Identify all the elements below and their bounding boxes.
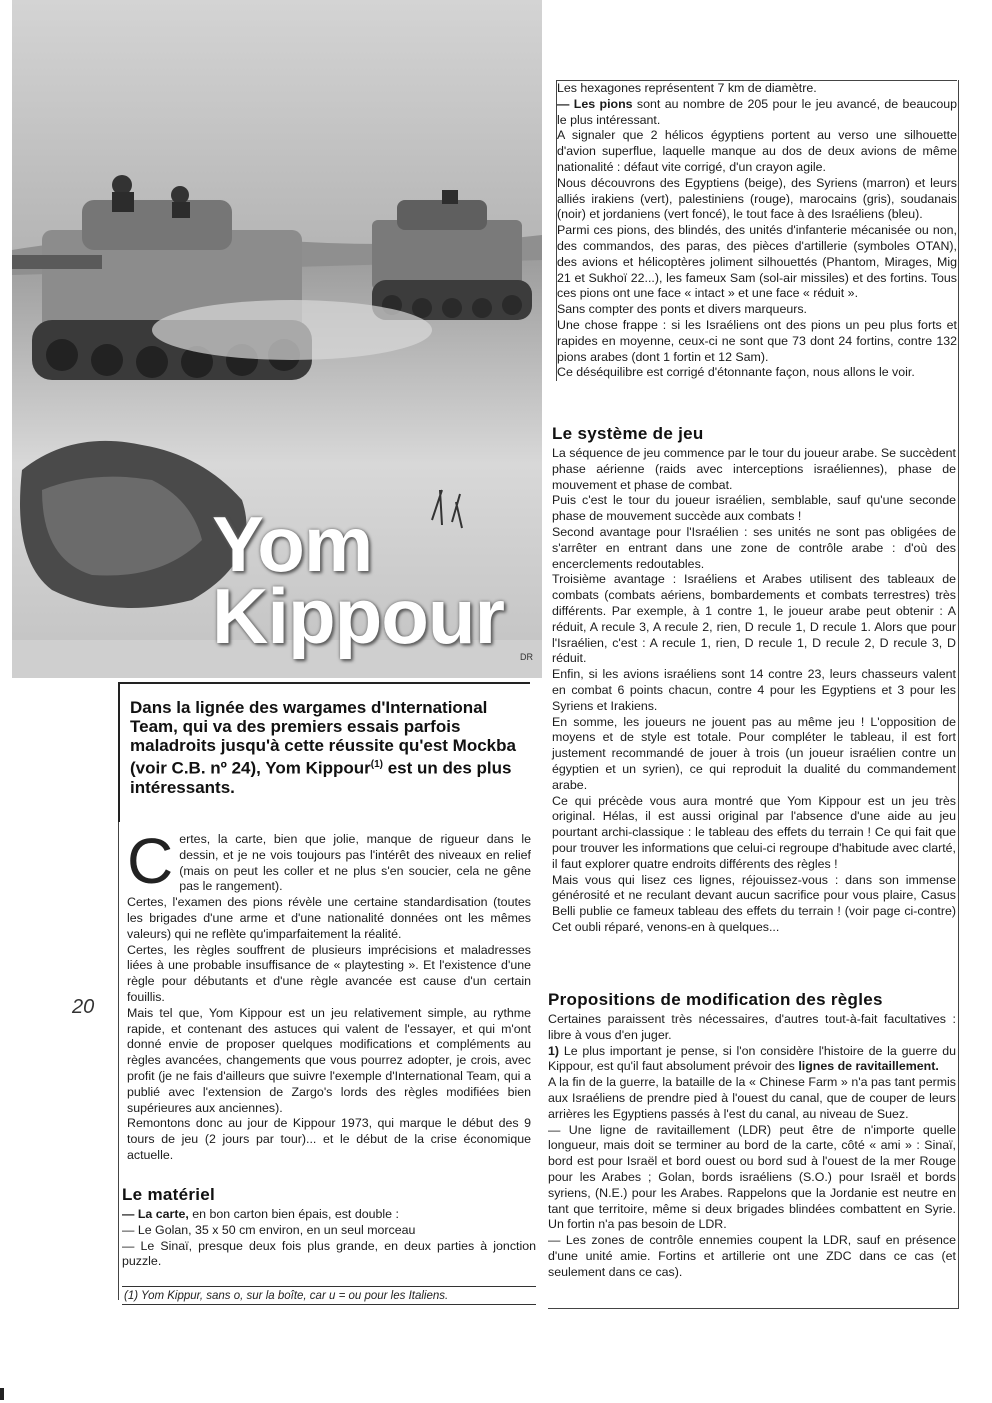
section-heading-propositions: Propositions de modification des règles bbox=[548, 990, 883, 1009]
paragraph: Ce déséquilibre est corrigé d'étonnante façon, nous allons le voir. bbox=[557, 365, 915, 380]
paragraph: En somme, les joueurs ne jouent pas au même jeu ! L'opposition de moyens et de style est totale. Pour compléter le tableau, il est fort justement recommandé de jouer à trois (un joueur israélien contre un égyptien et un syrien), ce qui reproduit la dualité du commandement arabe. bbox=[552, 714, 956, 792]
section-heading-materiel: Le matériel bbox=[122, 1185, 216, 1204]
drop-cap: C bbox=[127, 825, 174, 897]
propositions-section bbox=[548, 990, 956, 1281]
paragraph: Parmi ces pions, des blindés, des unités d'infanterie mécanisée ou non, des commandos, des paras, des pièces d'artillerie (symboles OTAN), des avions et hélicoptères joliment silhouettés (Phantom, Mirages, Mig 21 et Sukhoï 22...), les fameux Sam (sol-air missiles) et des fortins. Tous ces pions ont une face « intact » et une face « réduit ». bbox=[557, 223, 957, 301]
paragraph: A la fin de la guerre, la bataille de la « Chinese Farm » n'a pas tant permis aux Israéliens de prendre pied à l'ouest du canal, que de couper de leurs arrières les Egyptiens passés à l'est du canal, au niveau de Suez. bbox=[548, 1075, 956, 1121]
paragraph: — Le Golan, 35 x 50 cm environ, en un seul morceau bbox=[122, 1222, 416, 1237]
systeme-section bbox=[552, 424, 956, 936]
lead-text: Dans la lignée des wargames d'International Team, qui va des premiers essais parfois maladroits jusqu'à cette réussite qu'est Mockba (voir C.B. nº 24), Yom Kippour bbox=[130, 698, 516, 778]
paragraph: A signaler que 2 hélicos égyptiens portent au verso une silhouette d'avion superflue, laquelle manque au dos de deux avions de même nationalité : défaut vite corrigé, d'un crayon agile. bbox=[557, 128, 957, 174]
paragraph: Sans compter des ponts et divers marqueurs. bbox=[557, 302, 807, 317]
article-photo bbox=[12, 0, 542, 678]
right-column-rule bbox=[958, 80, 959, 1308]
section-heading-systeme: Le système de jeu bbox=[552, 424, 704, 443]
photo-title bbox=[212, 500, 504, 660]
paragraph: — Le Sinaï, presque deux fois plus grande, en deux parties à jonction puzzle. bbox=[122, 1238, 536, 1269]
left-column-rule bbox=[118, 822, 119, 1300]
paragraph: Certes, les règles souffrent de plusieurs imprécisions et maladresses liées à une probable insuffisance de « playtesting ». Et l'existence d'une règle pour débutants et d'une règle avancée est cause d'un certain fouillis. bbox=[127, 942, 531, 1004]
paragraph: Les hexagones représentent 7 km de diamètre. bbox=[557, 81, 817, 95]
paragraph: sont au nombre de 205 pour le jeu avancé, de beaucoup le plus intéressant. bbox=[557, 96, 957, 127]
paragraph: Le plus important je pense, si l'on considère l'histoire de la guerre du Kippour, est qu'il faut absolument prévoir des bbox=[548, 1043, 956, 1074]
bold-term: lignes de ravitaillement. bbox=[798, 1059, 939, 1074]
bold-lead: 1) bbox=[548, 1043, 560, 1058]
right-column-top bbox=[556, 80, 957, 381]
paragraph: Certaines paraissent très nécessaires, d'autres tout-à-fait facultatives : libre à vous d'en juger. bbox=[548, 1012, 956, 1042]
page-number: 20 bbox=[72, 996, 95, 1018]
paragraph: Une chose frappe : si les Israéliens ont des pions un peu plus forts et rapides en moyenne, ceux-ci ne sont que 73 dont 24 fortins, contre 132 pions arabes (dont 1 fortin et 12 Sam). bbox=[557, 317, 957, 364]
lead-text-end: est un des plus intéressants. bbox=[130, 758, 512, 797]
paragraph: Enfin, si les avions israéliens sont 14 contre 23, leurs chasseurs valent en combat 6 points chacun, contre 4 pour les Egyptiens et 3 pour les Syriens et Irakiens. bbox=[552, 667, 956, 713]
paragraph: La séquence de jeu commence par le tour du joueur arabe. Se succèdent phase aérienne (raids avec interceptions israéliennes), phase de mouvement et phase de combat. bbox=[552, 446, 956, 492]
paragraph: ertes, la carte, bien que jolie, manque de rigueur dans le dessin, et je ne vois toujours pas l'intérêt des niveaux en relief (mais on peut les coller et ne plus s'en soucier, cela ne gêne pas le rangement). bbox=[179, 832, 531, 894]
bold-lead: — La carte, bbox=[122, 1207, 189, 1221]
photo-credit: DR bbox=[520, 652, 533, 662]
bottom-rule bbox=[548, 1308, 959, 1309]
paragraph: Ce qui précède vous aura montré que Yom Kippour est un jeu très original. Hélas, il est aussi original par l'absence d'une aide au jeu pourtant archi-classique : le tableau des effets du terrain ! Ce qui fait que pour trouver les informations que celui-ci regroupe d'habitude avec clarté, il faut explorer quatre endroits différents des règles ! bbox=[552, 793, 956, 871]
lead-paragraph bbox=[118, 682, 530, 822]
paragraph: Nous découvrons des Egyptiens (beige), des Syriens (marron) et leurs alliés irakiens (vert), palestiniens (rouge), marocains (gris), soudanais (noir) et jordaniens (vert foncé), le tout face à des Israéliens (bleu). bbox=[557, 175, 957, 222]
bold-lead: — Les pions bbox=[557, 96, 633, 111]
paragraph: Puis c'est le tour du joueur israélien, semblable, sauf qu'une seconde phase de mouvement succède aux combats ! bbox=[552, 493, 956, 524]
paragraph: — Une ligne de ravitaillement (LDR) peut être de n'importe quelle longueur, mais doit se terminer au bord de la carte, côté « ami » : Sinaï, bord est pour Israël et bord ouest ou bord sud à l'ouest de la mer Rouge pour les Arabes ; Golan, bords israéliens (S.O.) pour Israël et bords syriens, (N.E.) pour les Arabes. Rappelons que la Jordanie est neutre en tant que territoire, même si deux brigades blindées combattent en Syrie. Un fortin n'a pas besoin de LDR. bbox=[548, 1122, 956, 1232]
photo-title-line2: Kippour bbox=[212, 572, 504, 660]
photo-title-line1: Yom bbox=[212, 500, 373, 588]
footnote: (1) Yom Kippur, sans o, sur la boîte, car u = ou pour les Italiens. bbox=[122, 1286, 536, 1305]
paragraph: — Les zones de contrôle ennemies coupent la LDR, sauf en présence d'une unité amie. Fortins et artillerie ont une ZDC dans ce cas (et seulement dans ce cas). bbox=[548, 1233, 956, 1279]
paragraph: Remontons donc au jour de Kippour 1973, qui marque le début des 9 tours de jeu (2 jours par tour)... et le début de la crise économique actuelle. bbox=[127, 1116, 531, 1162]
paragraph: Troisième avantage : Israéliens et Arabes utilisent des tableaux de combats (combats aériens, bombardements et combats terrestres) très différents. Par exemple, à 1 contre 1, le joueur arabe peut obtenir : A réduit, A recule 3, A recule 2, rien, D recule 1, D recule 1. Alors que pour l'Israélien, c'est : A recule 1, rien, D recule 1, D recule 2, D recule 3, D réduit. bbox=[552, 572, 956, 666]
paragraph: Mais tel que, Yom Kippour est un jeu relativement simple, au rythme rapide, et contenant des astuces qui valent de l'essayer, et qui m'ont donné envie de proposer quelques modifications et compléments au règles avancées, changements que vous pourrez adopter, je crois, avec profit (je ne fais d'ailleurs que suivre l'exemple d'International Team, qui a publié avec l'extension de Zargo's lords des règles modifiées bien supérieures aux anciennes). bbox=[127, 1005, 531, 1115]
edge-mark bbox=[0, 1388, 4, 1400]
left-column bbox=[127, 825, 531, 1164]
paragraph: Mais vous qui lisez ces lignes, réjouissez-vous : dans son immense générosité et ne reculant devant aucun sacrifice pour vous plaire, Casus Belli publie ce fameux tableau des effets du terrain ! (voir page ci-contre) Cet oubli réparé, venons-en à quelques... bbox=[552, 872, 956, 934]
paragraph: Second avantage pour l'Israélien : ses unités ne sont pas obligées de s'arrêter en entrant dans une zone de contrôle arabe : d'où des encerclements redoutables. bbox=[552, 524, 956, 571]
paragraph: Certes, l'examen des pions révèle une certaine standardisation (toutes les brigades d'une arme et d'une nationalité données ont les mêmes valeurs) qui ne reflète qu'imparfaitement la réalité. bbox=[127, 895, 531, 941]
lead-footnote-ref: (1) bbox=[370, 759, 383, 770]
paragraph: en bon carton bien épais, est double : bbox=[188, 1207, 399, 1221]
materiel-section bbox=[122, 1185, 536, 1270]
